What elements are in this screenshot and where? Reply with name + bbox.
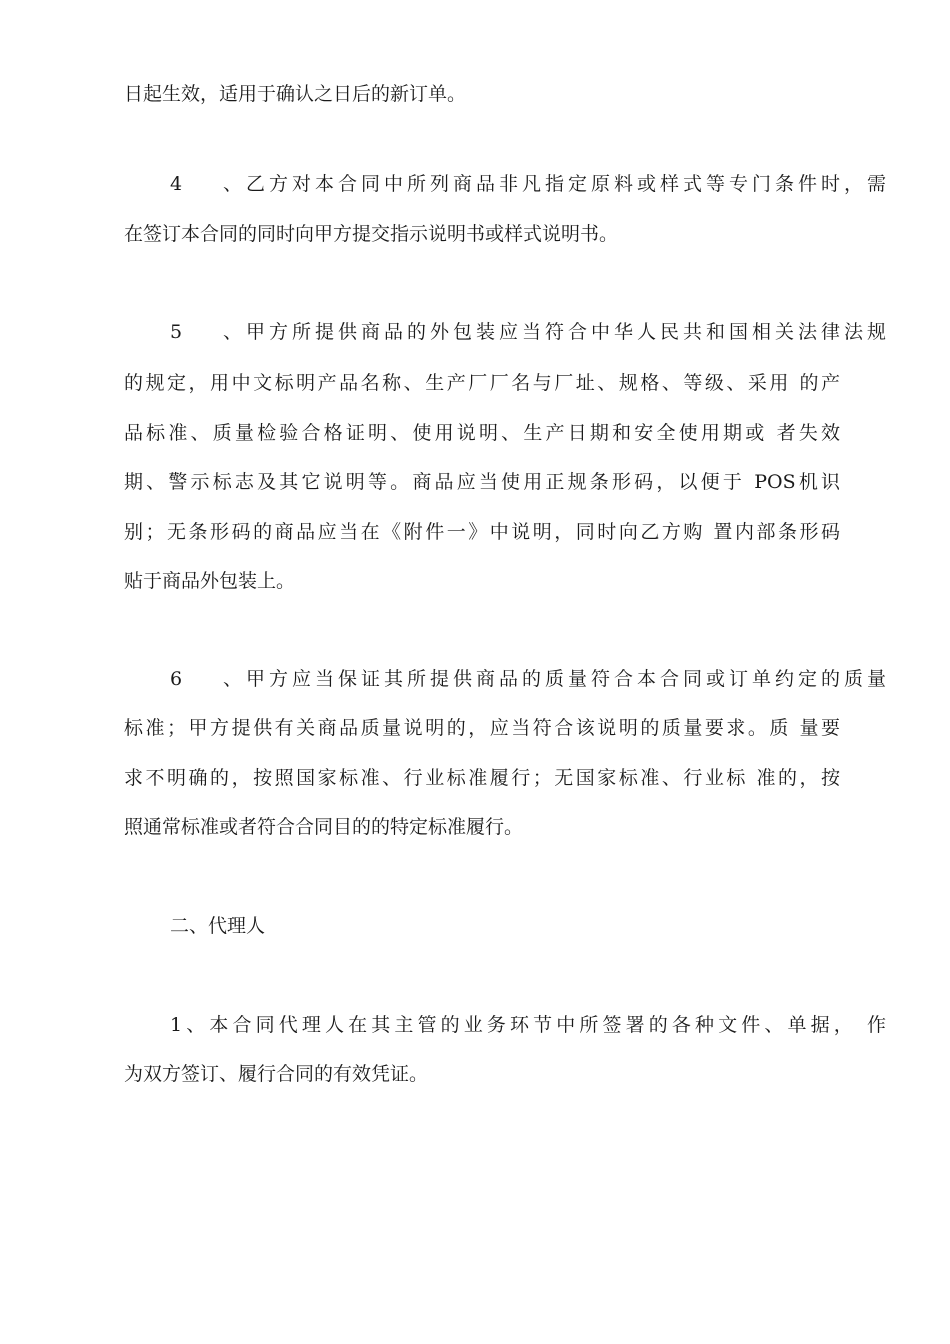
- paragraph-line: 求不明确的，按照国家标准、行业标准履行；无国家标准、行业标 准的，按: [124, 767, 840, 789]
- paragraph-line: 照通常标准或者符合合同目的的特定标准履行。: [124, 816, 524, 838]
- paragraph-line: 日起生效，适用于确认之日后的新订单。: [124, 83, 467, 105]
- paragraph-text: 乙方对本合同中所列商品非凡指定原料或样式等专门条件时，需: [242, 173, 886, 195]
- paragraph-line: 标准；甲方提供有关商品质量说明的，应当符合该说明的质量要求。质 量要: [124, 717, 840, 739]
- paragraph-line: 1、本合同代理人在其主管的业务环节中所签署的各种文件、单据， 作: [170, 1014, 886, 1036]
- paragraph-5-line-1: [124, 320, 886, 344]
- section-heading: 二、代理人: [170, 915, 266, 937]
- paragraph-text: 甲方应当保证其所提供商品的质量符合本合同或订单约定的质量: [242, 668, 886, 690]
- paragraph-text: 甲方所提供商品的外包装应当符合中华人民共和国相关法律法规: [242, 321, 886, 343]
- paragraph-line: 期、警示标志及其它说明等。商品应当使用正规条形码，以便于 POS机识: [124, 471, 840, 493]
- item-number: 6、: [170, 668, 242, 690]
- paragraph-line: 别；无条形码的商品应当在《附件一》中说明，同时向乙方购 置内部条形码: [124, 521, 840, 543]
- paragraph-line: 为双方签订、履行合同的有效凭证。: [124, 1063, 429, 1085]
- item-number: 4、: [170, 173, 242, 195]
- paragraph-line: 的规定，用中文标明产品名称、生产厂厂名与厂址、规格、等级、采用 的产: [124, 372, 840, 394]
- paragraph-4-line-1: [124, 172, 886, 196]
- paragraph-line: 在签订本合同的同时向甲方提交指示说明书或样式说明书。: [124, 223, 619, 245]
- paragraph-line: 贴于商品外包装上。: [124, 570, 296, 592]
- paragraph-6-line-1: [124, 667, 886, 691]
- paragraph-line: 品标准、质量检验合格证明、使用说明、生产日期和安全使用期或 者失效: [124, 422, 840, 444]
- item-number: 5、: [170, 321, 242, 343]
